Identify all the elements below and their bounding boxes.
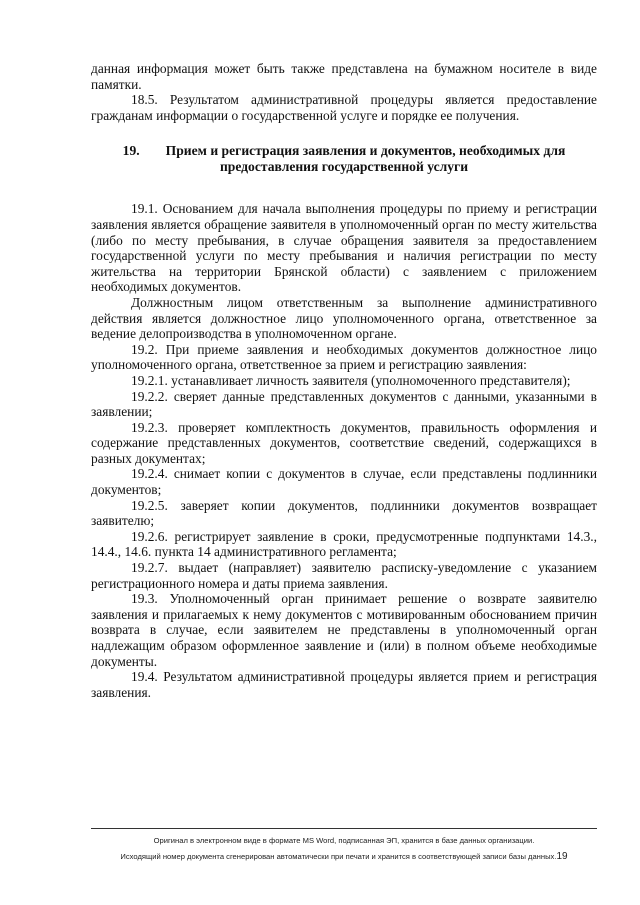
paragraph-19-2-3: 19.2.3. проверяет комплектность документов, правильность оформления и содержание представленных документов, соответствие сведений, содержащихся в разных документах; <box>91 419 597 466</box>
paragraph-19-2-1: 19.2.1. устанавливает личность заявителя (уполномоченного представителя); <box>131 372 571 388</box>
document-body <box>91 61 597 700</box>
section-number: 19. <box>122 143 140 159</box>
paragraph-19-2-5: 19.2.5. заверяет копии документов, подлинники документов возвращает заявителю; <box>91 497 597 529</box>
paragraph-responsible: Должностным лицом ответственным за выполнение административного действия является должностное лицо уполномоченного органа, ответственное за ведение делопроизводства в уполномоченном органе. <box>91 294 597 342</box>
paragraph-19-2-4: 19.2.4. снимает копии с документов в случае, если представлены подлинники документов; <box>91 466 597 498</box>
footer-line-number <box>91 849 597 865</box>
paragraph-18-5: 18.5. Результатом административной процедуры является предоставление гражданам информации о государственной услуге и порядке ее получения. <box>91 92 597 123</box>
paragraph-continuation: данная информация может быть также представлена на бумажном носителе в виде памятки. <box>91 61 597 92</box>
footer-line-original: Оригинал в электронном виде в формате MS Word, подписанная ЭП, хранится в базе данных организации. <box>153 836 535 845</box>
paragraph-19-3: 19.3. Уполномоченный орган принимает решение о возврате заявителю заявления и прилагаемых к нему документов с мотивированным обоснованием причин возврата в случае, если заявителем не представлены в уполномоченный орган надлежащим образом оформленное заявление и (или) в полном объеме необходимые документы. <box>91 591 597 669</box>
footer-line-number-text: Исходящий номер документа сгенерирован автоматически при печати и хранится в соответствующей записи базы данных. <box>120 852 557 861</box>
page-number: 19 <box>556 851 568 862</box>
paragraph-19-2-7: 19.2.7. выдает (направляет) заявителю расписку-уведомление с указанием регистрационного номера и даты приема заявления. <box>91 560 597 591</box>
paragraph-19-4: 19.4. Результатом административной процедуры является прием и регистрация заявления. <box>91 669 597 700</box>
page-footer <box>91 828 597 865</box>
paragraph-19-2-2: 19.2.2. сверяет данные представленных документов с данными, указанными в заявлении; <box>91 388 597 420</box>
section-heading <box>91 143 597 175</box>
paragraph-19-2-6: 19.2.6. регистрирует заявление в сроки, предусмотренные подпунктами 14.3., 14.4., 14.6. пункта 14 административного регламента; <box>91 528 597 560</box>
paragraph-19-2: 19.2. При приеме заявления и необходимых документов должностное лицо уполномоченного органа, ответственное за прием и регистрацию заявления: <box>91 341 597 373</box>
section-title: Прием и регистрация заявления и документов, необходимых для предоставления государственной услуги <box>165 143 566 175</box>
paragraph-19-1: 19.1. Основанием для начала выполнения процедуры по приему и регистрации заявления является обращение заявителя в уполномоченный орган по месту жительства (либо по месту пребывания, в случае обращения заявителя за предоставлением государственной услуги по месту пребывания и наличия регистрации по месту жительства на территории Брянской области) с заявлением с приложением необходимых документов. <box>91 201 597 295</box>
